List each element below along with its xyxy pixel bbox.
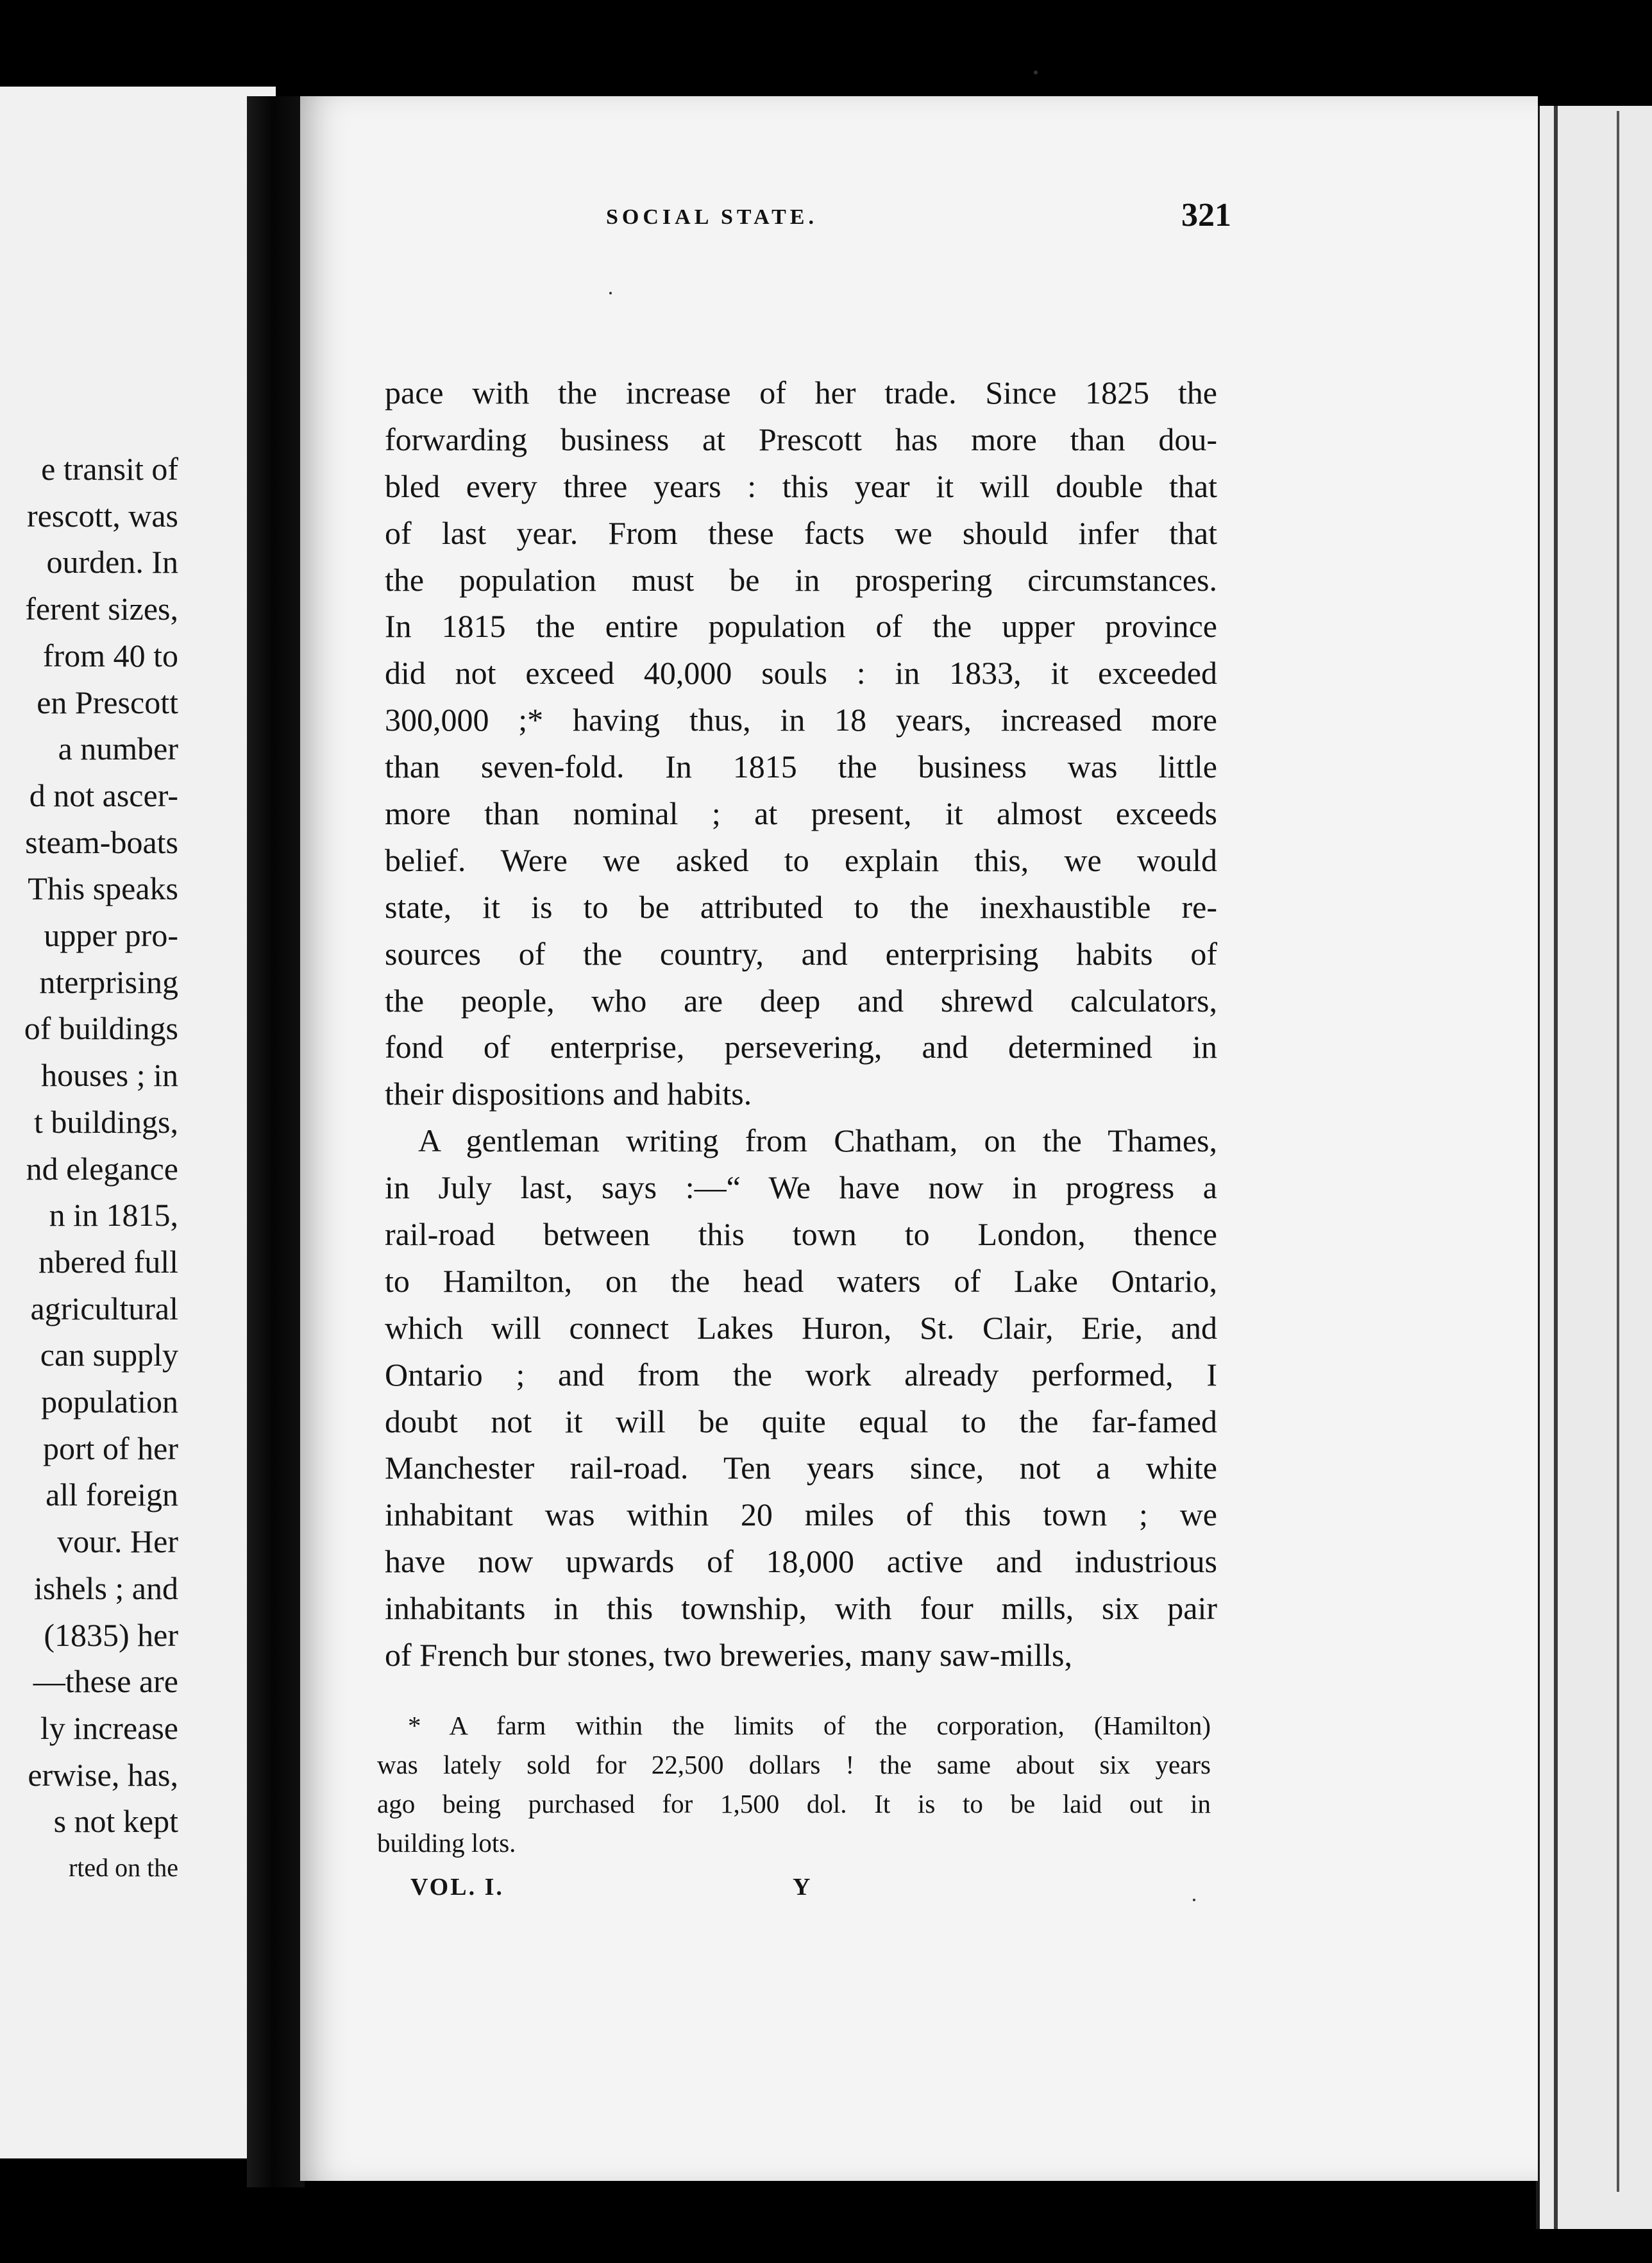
left-page-line: rted on the: [68, 1853, 178, 1883]
left-page-line: d not ascer-: [29, 777, 178, 813]
text-line: forwarding business at Prescott has more than dou-: [385, 421, 1217, 457]
text-line: inhabitants in this township, with four mills, six pair: [385, 1590, 1217, 1627]
left-page-line: rescott, was: [26, 497, 178, 534]
signature-mark: Y: [793, 1874, 811, 1901]
left-page-line: from 40 to: [42, 637, 178, 674]
left-page-line: population: [41, 1384, 178, 1420]
left-page-line: nterprising: [39, 963, 178, 1000]
page-number: 321: [1181, 197, 1231, 233]
left-page-line: port of her: [42, 1430, 178, 1466]
left-page-line: erwise, has,: [28, 1756, 178, 1793]
left-facing-page: [0, 87, 276, 2158]
text-line: Ontario ; and from the work already performed, I: [385, 1356, 1217, 1393]
dust-speck: [1193, 1899, 1195, 1901]
book-gutter: [247, 96, 305, 2187]
text-line: did not exceed 40,000 souls : in 1833, it exceeded: [385, 655, 1217, 691]
running-head: [391, 192, 1231, 237]
text-line: inhabitant was within 20 miles of this town ; we: [385, 1496, 1217, 1533]
left-page-line: This speaks: [28, 870, 178, 907]
left-page-line: —these are: [33, 1663, 178, 1700]
text-line: doubt not it will be quite equal to the far-famed: [385, 1403, 1217, 1439]
left-page-line: of buildings: [24, 1010, 178, 1047]
left-page-line: can supply: [40, 1337, 178, 1373]
footnote-line: was lately sold for 22,500 dollars ! the same about six years: [377, 1750, 1211, 1779]
volume-label: VOL. I.: [410, 1874, 504, 1901]
body-text: [385, 369, 1217, 1679]
text-line: which will connect Lakes Huron, St. Clair, Erie, and: [385, 1309, 1217, 1346]
left-page-line: houses ; in: [41, 1057, 178, 1094]
left-page-line: en Prescott: [37, 684, 178, 720]
footnote-line: building lots.: [377, 1828, 516, 1858]
running-title: SOCIAL STATE.: [606, 205, 818, 229]
left-page-line: steam-boats: [25, 824, 178, 860]
text-line: fond of enterprise, persevering, and determined in: [385, 1029, 1217, 1065]
text-line: Manchester rail-road. Ten years since, not a white: [385, 1450, 1217, 1486]
text-line: of French bur stones, two breweries, many saw-mills,: [385, 1637, 1072, 1674]
left-page-line: ishels ; and: [34, 1570, 178, 1606]
text-line: 300,000 ;* having thus, in 18 years, increased more: [385, 702, 1217, 738]
left-page-line: all foreign: [46, 1477, 178, 1513]
text-line: than seven-fold. In 1815 the business was little: [385, 749, 1217, 785]
text-line: A gentleman writing from Chatham, on the Thames,: [418, 1123, 1217, 1159]
text-line: belief. Were we asked to explain this, we would: [385, 842, 1217, 878]
footnote-line: ago being purchased for 1,500 dol. It is to be laid out in: [377, 1789, 1211, 1818]
text-line: pace with the increase of her trade. Since 1825 the: [385, 375, 1217, 411]
text-line: state, it is to be attributed to the inexhaustible re-: [385, 888, 1217, 925]
dust-speck: [1034, 71, 1038, 74]
text-line: of last year. From these facts we should infer that: [385, 514, 1217, 551]
left-page-text: [24, 446, 178, 1892]
text-line: bled every three years : this year it will double that: [385, 468, 1217, 504]
left-page-line: n in 1815,: [49, 1197, 178, 1233]
text-line: to Hamilton, on the head waters of Lake Ontario,: [385, 1262, 1217, 1299]
left-page-line: ourden. In: [46, 544, 178, 581]
left-page-line: t buildings,: [33, 1103, 178, 1140]
text-line: the people, who are deep and shrewd calculators,: [385, 982, 1217, 1019]
text-line: sources of the country, and enterprising habits of: [385, 935, 1217, 972]
left-page-line: nd elegance: [26, 1150, 178, 1187]
text-line: the population must be in prospering circumstances.: [385, 561, 1217, 598]
left-page-line: vour. Her: [57, 1523, 178, 1560]
left-page-line: upper pro-: [44, 917, 178, 954]
dust-speck: [609, 292, 612, 294]
left-page-line: nbered full: [38, 1243, 178, 1280]
left-page-line: s not kept: [53, 1803, 178, 1840]
footnote-line: * A farm within the limits of the corporation, (Hamilton): [408, 1711, 1211, 1740]
left-page-line: ferent sizes,: [25, 591, 178, 627]
left-page-line: a number: [58, 731, 178, 767]
text-line: their dispositions and habits.: [385, 1076, 752, 1112]
text-line: have now upwards of 18,000 active and industrious: [385, 1543, 1217, 1580]
left-page-line: agricultural: [30, 1290, 178, 1326]
footnote: [377, 1706, 1211, 1863]
left-page-line: e transit of: [41, 451, 178, 487]
text-line: in July last, says :—“ We have now in progress a: [385, 1169, 1217, 1206]
text-line: In 1815 the entire population of the upper province: [385, 608, 1217, 645]
text-line: rail-road between this town to London, thence: [385, 1216, 1217, 1253]
left-page-line: ly increase: [40, 1709, 178, 1746]
text-line: more than nominal ; at present, it almost exceeds: [385, 795, 1217, 832]
left-page-line: (1835) her: [44, 1616, 178, 1653]
page-edges: [1536, 106, 1652, 2229]
